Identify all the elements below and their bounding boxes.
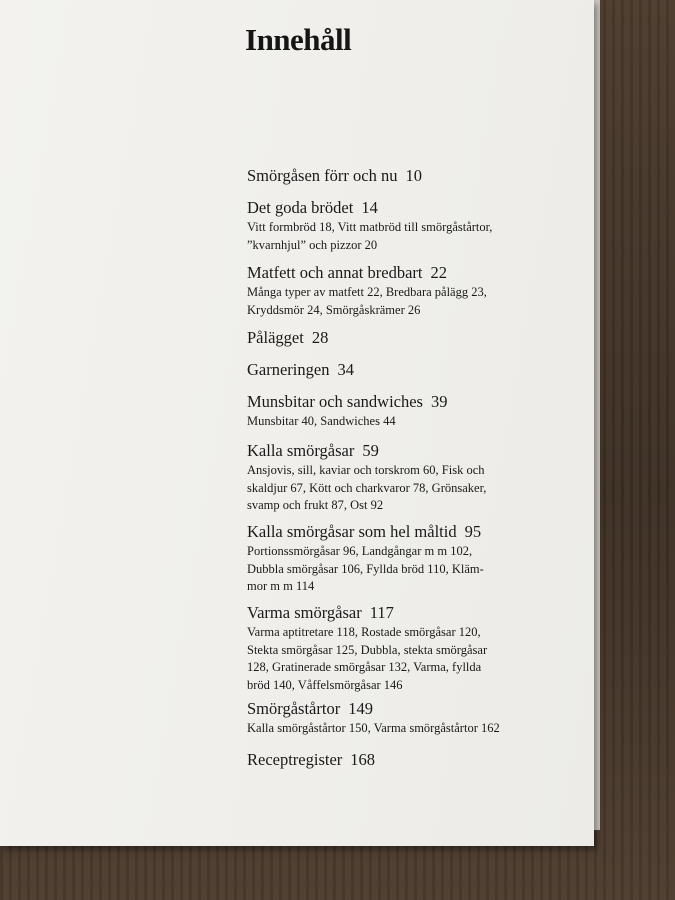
toc-entry bbox=[247, 198, 567, 253]
toc-entry-title: Munsbitar och sandwiches bbox=[247, 392, 423, 411]
toc-entry-title: Smörgåsen förr och nu bbox=[247, 166, 398, 185]
toc-entry-sub: Portionssmörgåsar 96, Landgångar m m 102, bbox=[247, 544, 473, 558]
toc-entry-page: 34 bbox=[337, 360, 354, 379]
toc-entry-title: Garneringen bbox=[247, 360, 330, 379]
toc-entry bbox=[247, 603, 567, 693]
toc-entry-page: 59 bbox=[362, 441, 379, 460]
toc-entry-sub: Kalla smörgåstårtor 150, Varma smörgåstårtor 162 bbox=[247, 721, 500, 735]
toc-entry-title: Matfett och annat bredbart bbox=[247, 263, 423, 282]
toc-entry-sub: skaldjur 67, Kött och charkvaror 78, Grönsaker, bbox=[247, 480, 487, 495]
toc-entry-page: 22 bbox=[430, 263, 447, 282]
toc-entry-page: 149 bbox=[348, 699, 373, 718]
toc-entry-title: Det goda brödet bbox=[247, 198, 354, 217]
toc-entry-page: 117 bbox=[369, 603, 394, 622]
toc-entry-sub: Stekta smörgåsar 125, Dubbla, stekta smörgåsar bbox=[247, 642, 488, 657]
toc-entry-page: 10 bbox=[405, 166, 422, 185]
toc-entry-sub: Munsbitar 40, Sandwiches 44 bbox=[247, 414, 396, 428]
toc-entry bbox=[247, 392, 567, 430]
toc-entry bbox=[247, 263, 567, 318]
toc-entry bbox=[247, 441, 567, 514]
toc-entry-title: Kalla smörgåsar som hel måltid bbox=[247, 522, 457, 541]
toc-entry-page: 95 bbox=[464, 522, 482, 541]
toc-entry-page: 28 bbox=[311, 328, 329, 347]
toc-entry-sub: Varma aptitretare 118, Rostade smörgåsar 120, bbox=[247, 625, 481, 639]
toc-entry-sub: svamp och frukt 87, Ost 92 bbox=[247, 498, 384, 512]
toc-entry-sub: Vitt formbröd 18, Vitt matbröd till smörgåstårtor, bbox=[247, 220, 493, 234]
toc-entry-title: Smörgåstårtor bbox=[247, 699, 341, 718]
page-title: Innehåll bbox=[245, 22, 352, 57]
toc-entry-sub: bröd 140, Våffelsmörgåsar 146 bbox=[247, 677, 403, 692]
toc-entry-sub: ”kvarnhjul” och pizzor 20 bbox=[247, 237, 378, 252]
toc-entry bbox=[247, 166, 567, 186]
toc-entry-page: 14 bbox=[361, 198, 378, 217]
toc-entry-title: Kalla smörgåsar bbox=[247, 441, 355, 460]
toc-entry-page: 39 bbox=[430, 392, 448, 411]
toc-entry bbox=[247, 360, 567, 380]
toc-entry-title: Pålägget bbox=[247, 328, 304, 347]
toc-entry-sub: Dubbla smörgåsar 106, Fyllda bröd 110, Kläm- bbox=[247, 561, 484, 576]
toc-entry-title: Receptregister bbox=[247, 750, 343, 769]
toc-entry-title: Varma smörgåsar bbox=[247, 603, 362, 622]
toc-entry bbox=[247, 750, 567, 770]
toc-entry bbox=[247, 522, 567, 595]
toc-entry-sub: Många typer av matfett 22, Bredbara pålägg 23, bbox=[247, 285, 487, 299]
toc-entry bbox=[247, 328, 567, 348]
toc-entry-sub: Kryddsmör 24, Smörgåskrämer 26 bbox=[247, 302, 421, 317]
toc-entry-sub: 128, Gratinerade smörgåsar 132, Varma, fyllda bbox=[247, 660, 482, 674]
toc-entry-sub: mor m m 114 bbox=[247, 579, 315, 593]
toc-entry bbox=[247, 699, 567, 737]
toc-entry-page: 168 bbox=[350, 750, 376, 769]
toc-entry-sub: Ansjovis, sill, kaviar och torskrom 60, Fisk och bbox=[247, 463, 485, 477]
